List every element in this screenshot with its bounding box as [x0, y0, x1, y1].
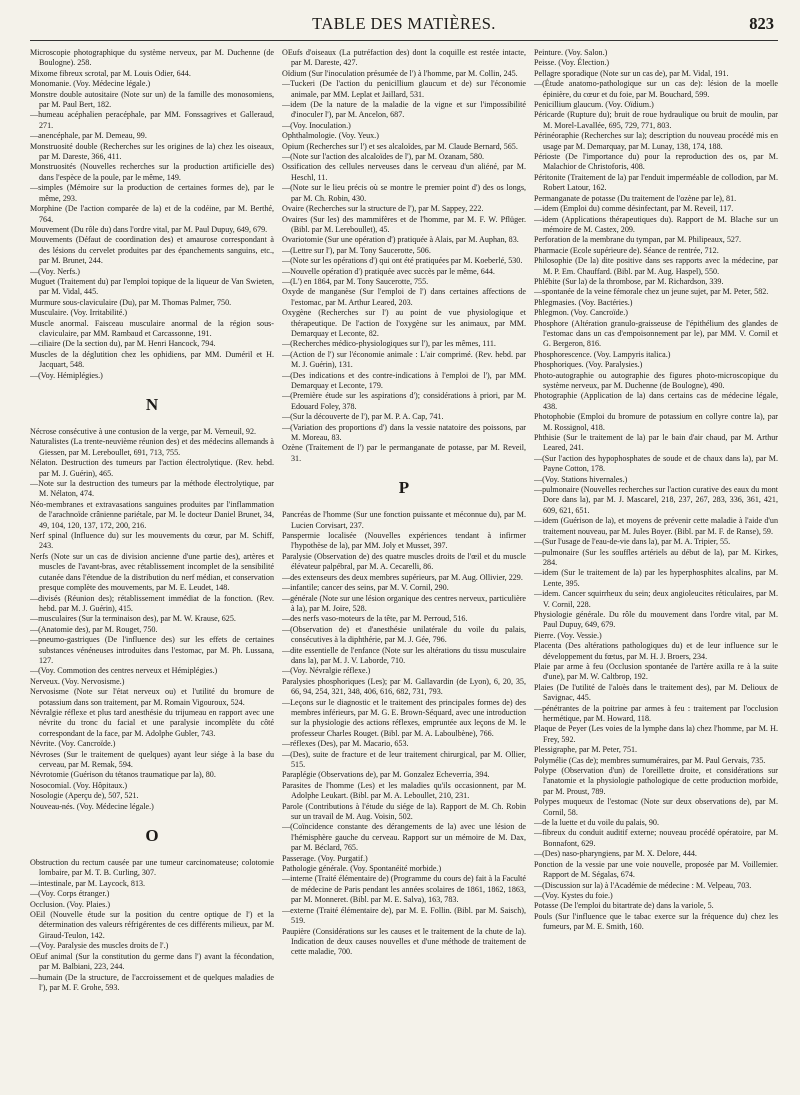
- index-entry: —(Des indications et des contre-indications à l'emploi de l'), par MM. Demarquay et Leconte, 179.: [282, 370, 526, 390]
- index-entry: —humeau acéphalien peracéphale, par MM. Fonssagrives et Galleraud, 271.: [30, 110, 274, 130]
- index-entry: —(Des) naso-pharyngiens, par M. X. Delore, 444.: [534, 849, 697, 859]
- index-entry: —(L') en 1864, par M. Tony Saucerotte, 755.: [282, 276, 429, 286]
- index-entry: Pouls (Sur l'influence que le tabac exerce sur la fréquence du) chez les fumeurs, par M. E. Smith, 160.: [534, 911, 778, 932]
- index-entry: Polypes muqueux de l'estomac (Note sur deux observations de), par M. Cornil, 58.: [534, 797, 778, 817]
- index-entry: Ovaires (Sur les) des mammifères et de l'homme, par M. F. W. Pflüger. (Bibl. par M. Lereboullet), 45.: [282, 214, 526, 234]
- index-entry: —réflexes (Des), par M. Macario, 653.: [282, 739, 409, 749]
- index-entry: —(Sur l'action des hypophosphates de soude et de chaux dans la), par M. Payne Cotton, 178.: [534, 453, 778, 474]
- index-entry: —pneumo-gastriques (De l'influence des) sur les effets de certaines substances vénéneuses introduites dans l'estomac, par M. Ph. Lussana, 127.: [30, 635, 274, 665]
- index-entry: Ozène (Traitement de l') par le permanganate de potasse, par M. Reveil, 31.: [282, 443, 526, 463]
- section-letter: N: [145, 395, 159, 414]
- index-column-2: [282, 48, 526, 1089]
- index-entry: Placenta (Des altérations pathologiques du) et de leur influence sur le développement du fœtus, par M. H. J. Broers, 234.: [534, 641, 778, 661]
- index-entry: Monstruosité double (Recherches sur les origines de la) chez les oiseaux, par M. Dareste, 366, 411.: [30, 141, 274, 162]
- index-entry: Polymélie (Cas de); membres surnuméraires, par M. Paul Gervais, 735.: [534, 755, 766, 765]
- index-entry: —(Voy. Paralysie des muscles droits de l'.): [30, 941, 169, 951]
- index-entry: —idem (Emploi du) comme désinfectant, par M. Reveil, 117.: [534, 204, 734, 214]
- index-entry: —simples (Mémoire sur la production de certaines formes de), par le même, 293.: [30, 183, 274, 203]
- running-title: TABLE DES MATIÈRES.: [312, 14, 496, 33]
- index-entry: Phlegmon. (Voy. Cancroïde.): [534, 308, 628, 318]
- index-entry: —(Sur la découverte de l'), par M. P. A. Cap, 741.: [282, 412, 444, 422]
- index-entry: Pharmacie (Ecole supérieure de). Séance de rentrée, 712.: [534, 245, 719, 255]
- index-entry: —(Anatomie des), par M. Rouget, 750.: [30, 624, 158, 634]
- index-entry: OEuf animal (Sur la constitution du germe dans l') avant la fécondation, par M. Balbiani, 223, 244.: [30, 951, 274, 972]
- index-entry: Passerage. (Voy. Purgatif.): [282, 853, 368, 863]
- index-entry: Muscles de la déglutition chez les ophidiens, par MM. Duméril et H. Jacquart, 548.: [30, 349, 274, 370]
- index-entry: —musculaires (Sur la terminaison des), par M. W. Krause, 625.: [30, 614, 236, 624]
- index-entry: —pulmonaire (Sur les souffles artériels au début de la), par M. Kirkes, 284.: [534, 547, 778, 567]
- index-entry: —(Voy. Nerfs.): [30, 266, 80, 276]
- index-entry: Murmure sous-claviculaire (Du), par M. Thomas Palmer, 750.: [30, 297, 232, 307]
- index-columns: [30, 48, 778, 1089]
- index-entry: —intestinale, par M. Laycock, 813.: [30, 878, 146, 888]
- index-entry: Mixome fibreux scrotal, par M. Louis Odier, 644.: [30, 68, 191, 78]
- index-entry: Musculaire. (Voy. Irritabilité.): [30, 308, 128, 318]
- index-entry: —idem (De la nature de la maladie de la vigne et sur l'impossibilité d'inoculer l'), par M. Ancelon, 687.: [282, 100, 526, 120]
- index-entry: Ovaire (Recherches sur la structure de l'), par M. Sappey, 222.: [282, 204, 484, 214]
- index-entry: —divisés (Réunion des); rétablissement immédiat de la fonction. (Rev. hebd. par M. J. Guérin), 415.: [30, 593, 274, 613]
- index-entry: Plaque de Peyer (Les voies de la lymphe dans la) chez l'homme, par M. H. Frey, 592.: [534, 724, 778, 744]
- index-entry: Nerveux. (Voy. Nervosisme.): [30, 676, 125, 686]
- index-entry: Plaies (De l'utilité de l'aloès dans le traitement des), par M. Delioux de Savignac, 445.: [534, 682, 778, 703]
- index-entry: Ponction de la vessie par une voie nouvelle, proposée par M. Voillemier. Rapport de M. Ségalas, 674.: [534, 859, 778, 880]
- index-entry: Parole (Contributions à l'étude du siége de la). Rapport de M. Ch. Robin sur un travail de M. Aug. Voisin, 502.: [282, 801, 526, 822]
- index-entry: Monstre double autositaire (Note sur un) de la famille des monosomiens, par M. Paul Bert, 182.: [30, 89, 274, 110]
- index-entry: —dite essentielle de l'enfance (Note sur les altérations du tissu musculaire dans la), par M. J. V. Laborde, 710.: [282, 645, 526, 665]
- index-entry: —(Des), suite de fracture et de leur traitement chirurgical, par M. Ollier, 515.: [282, 749, 526, 769]
- section-letter: P: [398, 478, 410, 498]
- index-entry: Peisse. (Voy. Élection.): [534, 58, 610, 68]
- index-entry: Opium (Recherches sur l') et ses alcaloïdes, par M. Claude Bernard, 565.: [282, 141, 518, 151]
- index-entry: Pancréas de l'homme (Sur une fonction puissante et méconnue du), par M. Lucien Corvisart, 237.: [282, 510, 526, 530]
- index-entry: Phlébite (Sur la) de la thrombose, par M. Richardson, 339.: [534, 276, 724, 286]
- index-entry: Monstruosités (Nouvelles recherches sur la production artificielle des) dans l'espèce de la poule, par le même, 149.: [30, 162, 274, 182]
- index-entry: —(Discussion sur la) à l'Académie de médecine : M. Velpeau, 703.: [534, 880, 752, 890]
- index-entry: Paralysies phosphoriques (Les); par M. Gallavardin (de Lyon), 6, 20, 35, 66, 94, 254, 321, 348, 406, 616, 682, 731, 793.: [282, 676, 526, 697]
- index-entry: Paraplégie (Observations de), par M. Gonzalez Echeverria, 394.: [282, 770, 490, 780]
- index-entry: —Leçons sur le diagnostic et le traitement des principales formes de) des membres inférieurs, par M. G. E. Brown-Séquard, avec une introduction sur la physiologie des actions réflexes, empruntée aux leçons de M. le professeur Charles Rouget. (Bibl. par M. A. Laboulbène), 766.: [282, 697, 526, 738]
- index-entry: —(Sur l'usage de l'eau-de-vie dans la), par M. A. Tripier, 55.: [534, 537, 731, 547]
- index-entry: Plaie par arme à feu (Occlusion spontanée de l'artère axilla re à la suite d'une), par M. W. Caltbrop, 192.: [534, 661, 778, 682]
- index-entry: Péritonite (Traitement de la) par l'enduit imperméable de collodion, par M. Robert Latour, 162.: [534, 172, 778, 193]
- index-entry: —(Note sur les opérations d') qui ont été pratiquées par M. Koeberlé, 530.: [282, 256, 523, 266]
- index-entry: —(Voy. Corps étranger.): [30, 889, 110, 899]
- index-entry: —idem (Sur le traitement de la) par les hyperphosphites alcalins, par M. Lente, 395.: [534, 568, 778, 588]
- index-entry: Mouvement (Du rôle du) dans l'ordre vital, par M. Paul Dupuy, 649, 679.: [30, 224, 268, 234]
- index-entry: —(Variation des proportions d') dans la vessie natatoire des poissons, par M. Moreau, 83.: [282, 422, 526, 443]
- index-column-1: [30, 48, 274, 1089]
- index-entry: —(Voy. Kystes du foie.): [534, 890, 613, 900]
- index-entry: Potasse (De l'emploi du bitartrate de) dans la variole, 5.: [534, 901, 714, 911]
- index-entry: Morphine (De l'action comparée de la) et de la codéine, par M. Berthé, 764.: [30, 204, 274, 224]
- index-entry: —(Recherches médico-physiologiques sur l'), par les mêmes, 111.: [282, 339, 496, 349]
- index-entry: Pathologie générale. (Voy. Spontanéité morbide.): [282, 864, 442, 874]
- index-entry: —interne (Traité élémentaire de) (Programme du cours de) fait à la Faculté de médecine de Paris pendant les années scolaires de 1861, 1862, 1863, par M. Monneret. (Bibl. par M. E. Salva), 163, 783.: [282, 874, 526, 905]
- index-entry: —générale (Note sur une lésion organique des centres nerveux, particulière à la), par M. Joire, 528.: [282, 593, 526, 613]
- index-entry: —pénétrantes de la poitrine par armes à feu : traitement par l'occlusion hermétique, par M. Howard, 118.: [534, 703, 778, 723]
- index-entry: —pulmonaire (Nouvelles recherches sur l'action curative des eaux du mont Dore dans la), par M. J. Mascarel, 218, 237, 267, 283, 336, 361, 421, 609, 621, 651.: [534, 485, 778, 515]
- index-entry: —Tuckeri (De l'action du penicillium glaucum et de) sur l'économie animale, par MM. Leplat et Jaillard, 531.: [282, 79, 526, 99]
- index-entry: Nerf spinal (Influence du) sur les mouvements du cœur, par M. Schiff, 243.: [30, 531, 274, 551]
- index-entry: Névroses (Sur le traitement de quelques) ayant leur siége à la base du cerveau, par M. Remak, 594.: [30, 749, 274, 769]
- index-entry: Oxyde de manganèse (Sur l'emploi de l') dans certaines affections de l'estomac, par M. Arthur Leared, 203.: [282, 287, 526, 307]
- index-entry: Névrite. (Voy. Cancroïde.): [30, 739, 116, 749]
- index-entry: —(Note sur l'action des alcaloïdes de l'), par M. Ozanam, 580.: [282, 152, 485, 162]
- index-entry: —des nerfs vaso-moteurs de la tête, par M. Perroud, 516.: [282, 614, 468, 624]
- index-entry: Obstruction du rectum causée par une tumeur carcinomateuse; colotomie lombaire, par M. T. B. Curling, 307.: [30, 858, 274, 878]
- index-entry: Nécrose consécutive à une contusion de la verge, par M. Verneuil, 92.: [30, 427, 257, 436]
- index-entry: —humain (De la structure, de l'accroissement et de quelques maladies de l'), par M. F. Grohe, 593.: [30, 972, 274, 992]
- index-entry: —fibreux du conduit auditif externe; nouveau procédé opératoire, par M. Bonnafont, 629.: [534, 828, 778, 848]
- index-entry: —Nouvelle opération d') pratiquée avec succès par le même, 644.: [282, 266, 495, 276]
- index-entry: Périoste (De l'importance du) pour la reproduction des os, par M. Malachior de Christoforis, 408.: [534, 152, 778, 172]
- index-entry: Paralysie (Observation de) des quatre muscles droits de l'œil et du muscle élévateur palpébral, par M. A. Cecarelli, 86.: [282, 551, 526, 572]
- index-entry: Névrotomie (Guérison du tétanos traumatique par la), 80.: [30, 770, 216, 780]
- index-entry: Oxygène (Recherches sur l') au point de vue physiologique et thérapeutique. De l'action de l'oxygène sur les animaux, par MM. Demarquay et Leconte, 82.: [282, 308, 526, 338]
- index-entry: —anencéphale, par M. Demeau, 99.: [30, 131, 147, 141]
- index-entry: —(Étude anatomo-pathologique sur un cas de): lésion de la moelle épinière, du cœur et du foie, par M. Bouchard, 599.: [534, 79, 778, 99]
- index-entry: Naturalistes (La trente-neuvième réunion des) et des médecins allemands à Giessen, par M. Lereboullet, 691, 713, 755.: [30, 437, 274, 457]
- index-entry: Microscopie photographique du système nerveux, par M. Duchenne (de Boulogne). 258.: [30, 48, 274, 68]
- index-entry: Panspermie localisée (Nouvelles expériences tendant à infirmer l'hypothèse de la), par MM. Joly et Musset, 397.: [282, 531, 526, 551]
- index-entry: Monomanie. (Voy. Médecine légale.): [30, 79, 151, 89]
- index-entry: Perforation de la membrane du tympan, par M. Philipeaux, 527.: [534, 235, 742, 245]
- index-entry: Ossification des cellules nerveuses dans le cerveau d'un aliéné, par M. Heschl, 11.: [282, 162, 526, 182]
- index-entry: Nosologie (Aperçu de), 507, 521.: [30, 791, 139, 801]
- index-entry: —(Voy. Commotion des centres nerveux et Hémiplégies.): [30, 666, 218, 676]
- index-entry: —(Action de l') sur l'économie animale : L'air comprimé. (Rev. hebd. par M. J. Guérin), 131.: [282, 349, 526, 370]
- index-entry: Photographie (Application de la) dans certains cas de médecine légale, 438.: [534, 391, 778, 411]
- index-entry: Nouveau-nés. (Voy. Médecine légale.): [30, 801, 154, 811]
- index-entry: Photophobie (Emploi du bromure de potassium en collyre contre la), par M. Rossignol, 418.: [534, 412, 778, 432]
- index-entry: Névralgie réflexe et plus tard anesthésie du trijumeau en rapport avec une névrite du tronc du facial et une paralysie incomplète du côté correspondant de la face, par M. Adolphe Gubler, 743.: [30, 707, 274, 738]
- index-entry: Physiologie générale. Du rôle du mouvement dans l'ordre vital, par M. Paul Dupuy, 649, 679.: [534, 609, 778, 630]
- index-entry: Néo-membranes et extravasations sanguines produites par l'inflammation de l'arachnoïde crânienne pariétale, par M. le docteur Daniel Brunet, 34, 49, 104, 120, 137, 172, 200, 216.: [30, 499, 274, 530]
- index-entry: —(Voy. Inoculation.): [282, 120, 351, 130]
- index-entry: Occlusion. (Voy. Plaies.): [30, 899, 111, 909]
- index-entry: Permanganate de potasse (Du traitement de l'ozène par le), 81.: [534, 193, 737, 203]
- index-column-3: [534, 48, 778, 1089]
- index-entry: Muscle anormal. Faisceau musculaire anormal de la région sous-claviculaire, par MM. Rambaud et Carcassonne, 191.: [30, 318, 274, 338]
- index-entry: Mouvements (Défaut de coordination des) et amaurose correspondant à des lésions du cervelet produites par des épanchements sanguins, etc., par M. Brunet, 244.: [30, 235, 274, 266]
- index-entry: Penicillium glaucum. (Voy. Oïdium.): [534, 100, 654, 110]
- index-entry: Pierre. (Voy. Vessie.): [534, 630, 602, 640]
- index-entry: Paupière (Considérations sur les causes et le traitement de la chute de la). Indication de deux causes nouvelles et d'une méthode de traitement de cette maladie, 700.: [282, 926, 526, 957]
- index-entry: —externe (Traité élémentaire de), par M. E. Follin. (Bibl. par M. Saisch), 519.: [282, 905, 526, 926]
- index-entry: Photo-autographie ou autographie des figures photo-microscopique du système nerveux, par M. Duchenne (de Boulogne), 490.: [534, 370, 778, 390]
- index-entry: Phthisie (Sur le traitement de la) par le bain d'air chaud, par M. Arthur Leared, 241.: [534, 433, 778, 453]
- index-entry: —de la luette et du voile du palais, 90.: [534, 818, 659, 828]
- index-entry: Polype (Observation d'un) de l'oreillette droite, et considérations sur l'anatomie et la physiologie pathologique de cette production morbide, par M. Proust, 789.: [534, 766, 778, 796]
- index-entry: —(Voy. Stations hivernales.): [534, 474, 628, 484]
- index-entry: Pellagre sporadique (Note sur un cas de), par M. Vidal, 191.: [534, 68, 729, 78]
- index-entry: Péricarde (Rupture du); bruit de roue hydraulique ou bruit de moulin, par M. Morel-Lavallée, 695, 729, 771, 803.: [534, 110, 778, 130]
- page-number: 823: [749, 14, 774, 33]
- index-entry: —(Coïncidence constante des dérangements de la) avec une lésion de l'hémisphère gauche du cerveau. Rapport sur un mémoire de M. Dax, par M. Béclard, 765.: [282, 822, 526, 853]
- section-letter: O: [145, 826, 159, 846]
- index-entry: —Note sur la destruction des tumeurs par la méthode électrolytique, par M. Nélaton, 474.: [30, 479, 274, 499]
- index-entry: —idem. Cancer squirrheux du sein; deux angioleucites réticulaires, par M. V. Cornil, 228.: [534, 589, 778, 609]
- index-entry: —(Lettre sur l'), par M. Tony Saucerotte, 506.: [282, 245, 431, 255]
- index-entry: Parasites de l'homme (Les) et les maladies qu'ils occasionnent, par M. Adolphe Leukart. (Bibl. par M. A. Leboullet, 210, 231.: [282, 780, 526, 801]
- index-entry: —(Observation de) et d'anesthésie unilatérale du voile du palais, consécutives à la diphthérie, par M. J. Gée, 796.: [282, 624, 526, 645]
- index-entry: —(Voy. Névralgie réflexe.): [282, 666, 371, 676]
- index-entry: OEufs d'oiseaux (La putréfaction des) dont la coquille est restée intacte, par M. Dareste, 427.: [282, 48, 526, 68]
- index-entry: —des extenseurs des deux membres supérieurs, par M. Aug. Ollivier, 229.: [282, 572, 523, 582]
- index-entry: Philosophie (De la) dite positive dans ses rapports avec la médecine, par M. P. Em. Chauffard. (Bibl. par M. Aug. Haspel), 550.: [534, 256, 778, 276]
- index-entry: Nélaton. Destruction des tumeurs par l'action électrolytique. (Rev. hebd. par M. J. Guérin), 465.: [30, 458, 274, 478]
- index-entry: Nosocomial. (Voy. Hôpitaux.): [30, 780, 128, 790]
- index-entry: Muguet (Traitement du) par l'emploi topique de la liqueur de Van Swieten, par M. Vidal, 445.: [30, 276, 274, 297]
- index-entry: Ovariotomie (Sur une opération d') pratiquée à Alais, par M. Auphan, 83.: [282, 235, 519, 245]
- index-entry: —spontanée de la veine fémorale chez un jeune sujet, par M. Peter, 582.: [534, 287, 769, 297]
- index-entry: OEil (Nouvelle étude sur la position du centre optique de l') et la détermination des valeurs réfrigérentes de ces différents milieux, par M. Giraud-Teulon, 142.: [30, 910, 274, 940]
- index-entry: —(Note sur le lieu précis où se montre le premier point d') des os longs, par M. Ch. Robin, 430.: [282, 183, 526, 203]
- index-entry: Périnéoraphie (Recherches sur la); description du nouveau procédé mis en usage par M. Demarquay, par M. Lunay, 138, 174, 188.: [534, 131, 778, 151]
- index-entry: Phlegmasies. (Voy. Bactéries.): [534, 297, 633, 307]
- index-entry: —(Voy. Hémiplégies.): [30, 370, 103, 380]
- page-header: [30, 6, 778, 41]
- index-entry: Oïdium (Sur l'inoculation présumée de l') à l'homme, par M. Collin, 245.: [282, 68, 518, 78]
- index-entry: —(Première étude sur les aspirations d'); considérations à priori, par M. Edouard Foley, 378.: [282, 391, 526, 411]
- index-entry: —idem (Guérison de la), et moyens de prévenir cette maladie à l'aide d'un traitement nouveau, par M. Jules Boyer. (Bibl. par M. F. de Ranse), 59.: [534, 516, 778, 536]
- index-entry: —ciliaire (De la section du), par M. Henri Hancock, 794.: [30, 339, 216, 349]
- index-entry: Nerfs (Note sur un cas de division ancienne d'une partie des), artères et muscles de l'avant-bras, avec rétablissement incomplet de la sensibilité cutanée dans l'étendue de la distribution du nerf médian, et conservation presque complète des mouvements, par M. E. Leudet, 148.: [30, 551, 274, 593]
- index-entry: Peinture. (Voy. Salon.): [534, 48, 608, 57]
- index-entry: Ophthalmologie. (Voy. Yeux.): [282, 131, 379, 141]
- index-entry: Phosphoriques. (Voy. Paralysies.): [534, 360, 643, 370]
- index-entry: —infantile; cancer des seins, par M. V. Cornil, 290.: [282, 583, 449, 593]
- index-entry: Plessigraphe, par M. Peter, 751.: [534, 745, 638, 755]
- index-entry: Phosphore (Altération granulo-graisseuse de l'épithélium des glandes de l'estomac dans un cas d'empoisonnement par le), par MM. V. Cornil et G. Bergeron, 816.: [534, 318, 778, 349]
- index-entry: Nervosisme (Note sur l'état nerveux ou) et l'utilité du bromure de potassium dans son traitement, par M. Romain Vigouroux, 524.: [30, 687, 274, 707]
- index-entry: —idem (Applications thérapeutiques du). Rapport de M. Blache sur un mémoire de M. Castex, 209.: [534, 214, 778, 234]
- index-entry: Phosphorescence. (Voy. Lampyris italica.): [534, 349, 671, 359]
